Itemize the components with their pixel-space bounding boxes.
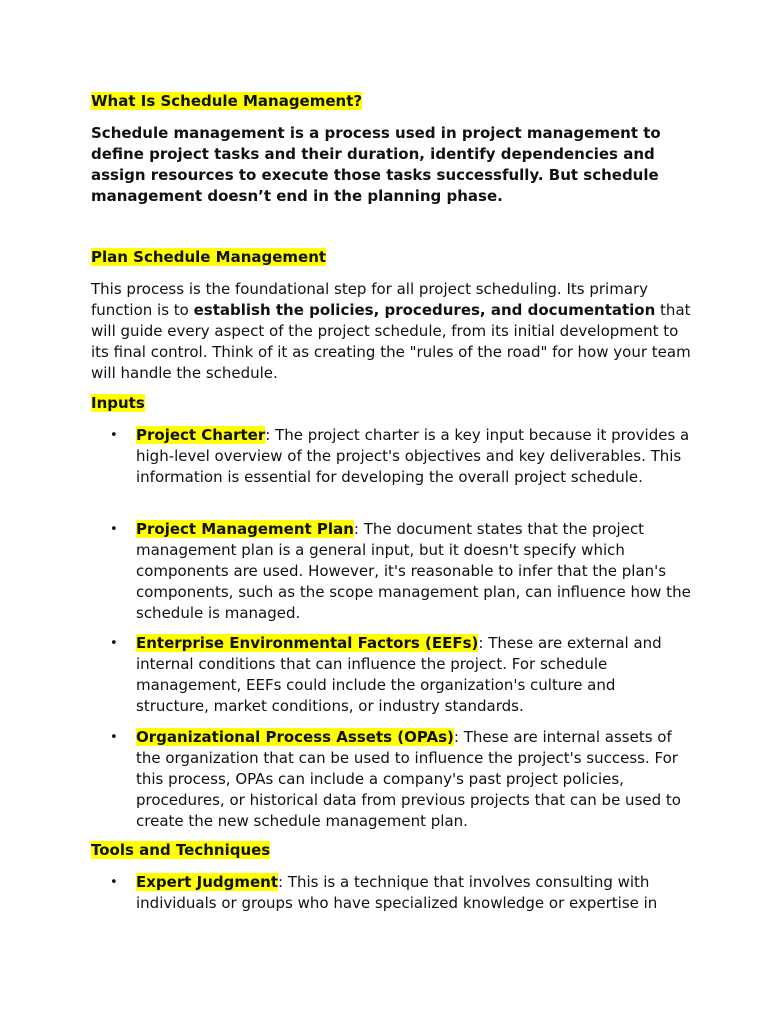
bullet-icon: • — [110, 730, 118, 745]
bullet-icon: • — [110, 875, 118, 890]
plan-schedule-paragraph: This process is the foundational step for all project scheduling. Its primary function is to establish the policies, procedures, and documentation that will guide every aspect of the project schedule, from its initial development to its final control. Think of it as creating the "rules of the road" for how your team will handle the schedule. — [91, 280, 691, 382]
bullet-icon: • — [110, 522, 118, 537]
heading-inputs: Inputs — [91, 394, 145, 412]
term-highlight: Expert Judgment — [136, 873, 279, 891]
term-highlight: Enterprise Environmental Factors (EEFs) — [136, 634, 479, 652]
bullet-icon: • — [110, 636, 118, 651]
heading-plan-schedule-management: Plan Schedule Management — [91, 248, 327, 266]
intro-paragraph: Schedule management is a process used in project management to define project tasks and their duration, identify dependencies and assign resources to execute those tasks successfully. But schedule management doesn’t end in the planning phase. — [91, 124, 661, 205]
emphasis-text: establish the policies, procedures, and documentation — [193, 301, 656, 319]
heading-what-is-schedule-management: What Is Schedule Management? — [91, 92, 363, 110]
bullet-icon: • — [110, 428, 118, 443]
term-highlight: Project Management Plan — [136, 520, 354, 538]
term-highlight: Project Charter — [136, 426, 266, 444]
heading-tools-and-techniques: Tools and Techniques — [91, 841, 271, 859]
document-page: What Is Schedule Management? Schedule management is a process used in project management to define project tasks and their duration, identify dependencies and assign resources to execute those tasks successfully. But schedule management doesn’t end in the planning phase. Plan Schedule Management This process is the foundational step for all project scheduling. Its primary function is to establish the policies, procedures, and documentation that will guide every aspect of the project schedule, from its initial development to its final control. Think of it as creating the "rules of the road" for how your team will handle the schedule. Inputs • Project Charter: The project charter is a key input because it provides a high-level overview of the project's objectives and key deliverables. This information is essential for developing the overall project schedule. • Project Management Plan: The document states that the project management plan is a general input, but it doesn't specify which components are used. However, it's reasonable to infer that the plan's components, such as the scope management plan, can influence how the schedule is managed. • Enterprise Environmental Factors (EEFs): These are external and internal conditions that can influence the project. For schedule management, EEFs could include the organization's culture and structure, market conditions, or industry standards. • Organizational Process Assets (OPAs): These are internal assets of the organization that can be used to influence the project's success. For this process, OPAs can include a company's past project policies, procedures, or historical data from previous projects that can be used to create the new schedule management plan. Tools and Techniques • Expert Judgment: This is a technique that involves consulting with individuals or groups who have specialized knowledge or expertise in — [91, 92, 691, 912]
term-highlight: Organizational Process Assets (OPAs) — [136, 728, 454, 746]
